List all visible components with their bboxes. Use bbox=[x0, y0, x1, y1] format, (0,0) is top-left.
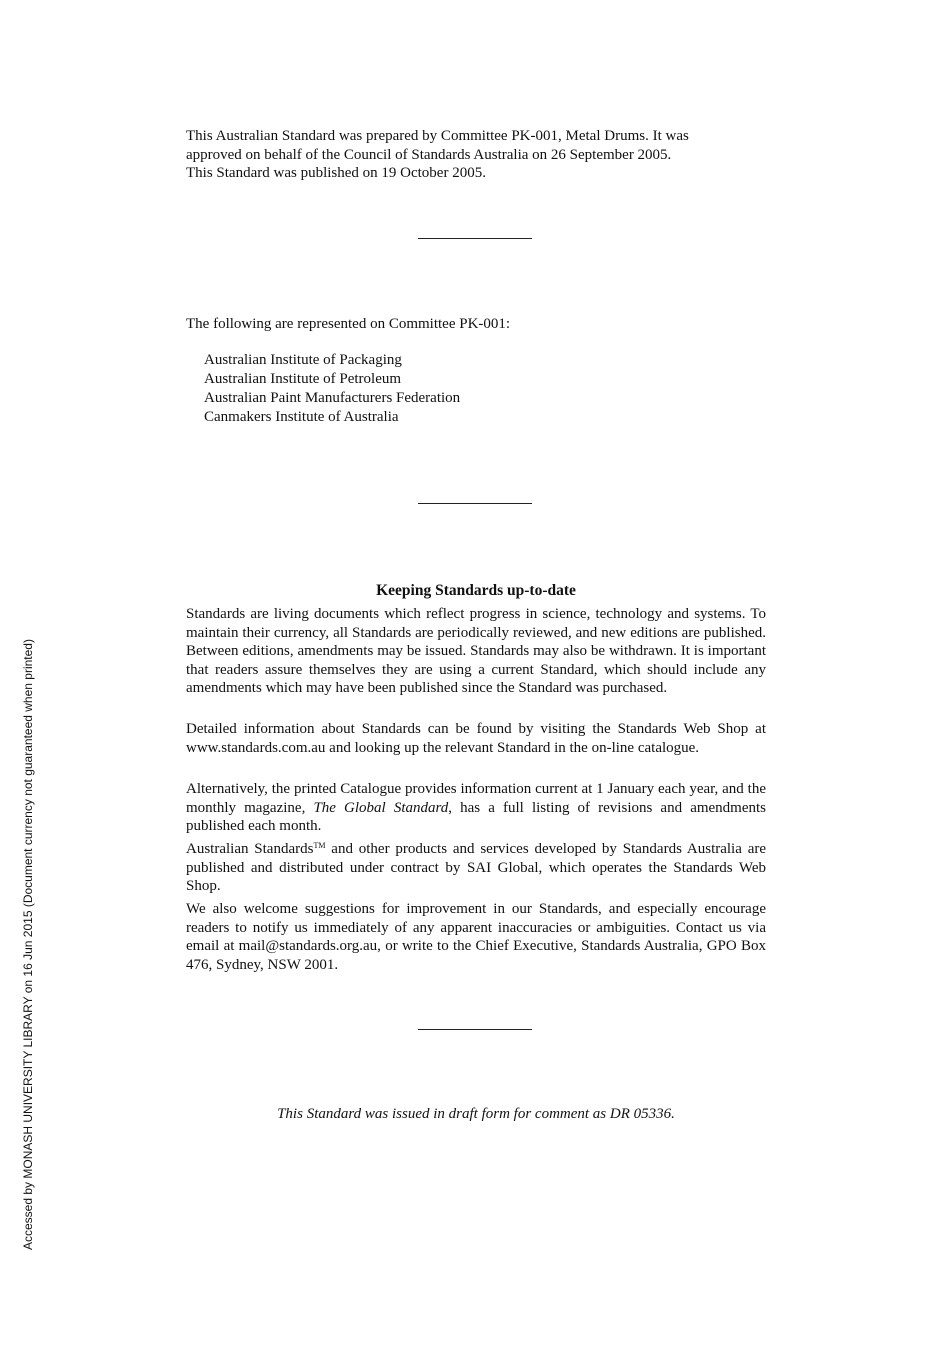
section-divider bbox=[418, 1029, 532, 1030]
committee-member: Canmakers Institute of Australia bbox=[204, 409, 399, 425]
keeping-paragraph-1: Standards are living documents which reflect progress in science, technology and systems. To maintain their currency, all Standards are periodically reviewed, and new editions are published. Between editions, amendments may be issued. Standards may also be withdrawn. It is important that readers assure themselves they are using a current Standard, which should include any amendments which may have been published since the Standard was purchased. bbox=[186, 606, 766, 696]
section-divider bbox=[418, 503, 532, 504]
paragraph-text: , has a full listing of revisions and amendments published each month. bbox=[186, 799, 767, 834]
section-divider bbox=[418, 238, 532, 239]
committee-member: Australian Institute of Packaging bbox=[204, 352, 402, 368]
keeping-paragraph-3 bbox=[186, 780, 766, 836]
trademark-symbol: TM bbox=[313, 841, 326, 850]
represented-intro: The following are represented on Committee PK-001: bbox=[186, 316, 511, 332]
preparation-line: This Standard was published on 19 October 2005. bbox=[186, 165, 486, 181]
preparation-line: This Australian Standard was prepared by Committee PK-001, Metal Drums. It was bbox=[186, 128, 689, 144]
preparation-line: approved on behalf of the Council of Standards Australia on 26 September 2005. bbox=[186, 146, 672, 163]
keeping-paragraph-2: Detailed information about Standards can be found by visiting the Standards Web Shop at www.standards.com.au and looking up the relevant Standard in the on-line catalogue. bbox=[186, 721, 766, 756]
keeping-paragraph-5: We also welcome suggestions for improvement in our Standards, and especially encourage readers to notify us immediately of any apparent inaccuracies or ambiguities. Contact us via email at mail@standards.org.au, or write to the Chief Executive, Standards Australia, GPO Box 476, Sydney, NSW 2001. bbox=[186, 901, 766, 973]
keeping-standards-heading: Keeping Standards up-to-date bbox=[376, 582, 576, 599]
committee-member-list bbox=[204, 351, 460, 427]
draft-note: This Standard was issued in draft form for comment as DR 05336. bbox=[277, 1106, 675, 1122]
preparation-statement bbox=[186, 127, 766, 183]
keeping-paragraph-4 bbox=[186, 840, 766, 896]
paragraph-text: Alternatively, the printed Catalogue provides information current at 1 January each year, and the monthly magazine, bbox=[186, 781, 766, 816]
paragraph-text: Australian Standards bbox=[186, 841, 314, 857]
committee-member: Australian Paint Manufacturers Federation bbox=[204, 390, 461, 406]
committee-member: Australian Institute of Petroleum bbox=[204, 371, 402, 387]
paragraph-text: and other products and services developed by Standards Australia are published and distributed under contract by SAI Global, which operates the Standards Web Shop. bbox=[186, 841, 767, 894]
access-watermark: Accessed by MONASH UNIVERSITY LIBRARY on 16 Jun 2015 (Document currency not guaranteed when printed) bbox=[21, 639, 35, 1250]
magazine-title: The Global Standard bbox=[313, 799, 449, 816]
